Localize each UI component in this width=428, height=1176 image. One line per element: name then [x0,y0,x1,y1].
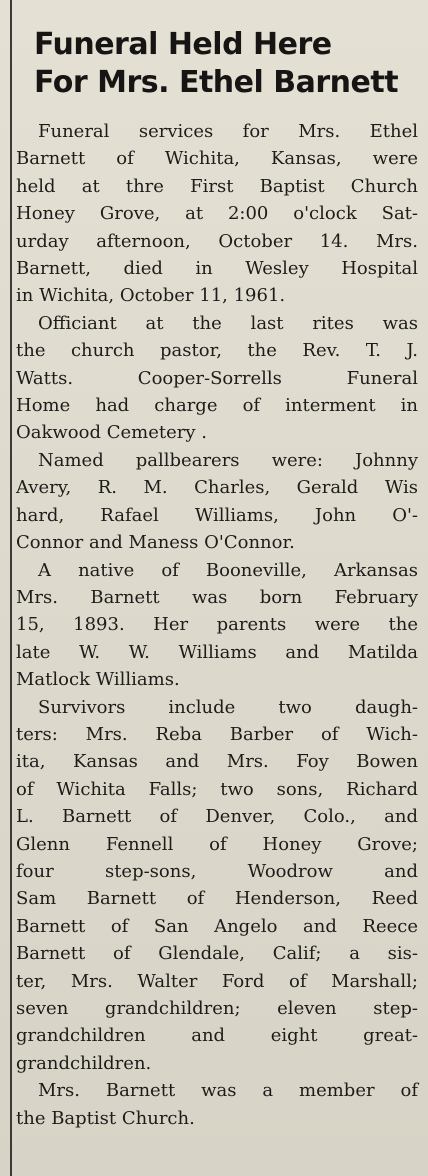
text-line: held at thre First Baptist Church [16,175,418,197]
text-line: ter, Mrs. Walter Ford of Marshall; [16,970,418,992]
text-line: grandchildren and eight great- [16,1025,418,1047]
text-line: A native of Booneville, Arkansas [38,559,418,581]
text-line: Avery, R. M. Charles, Gerald Wis [16,477,418,499]
paragraph [16,310,418,447]
text-line: Officiant at the last rites was [38,312,418,334]
text-line: L. Barnett of Denver, Colo., and [16,806,418,828]
text-line: Barnett of Glendale, Calif; a sis- [16,943,418,965]
paragraph [16,447,418,557]
text-line: Mrs. Barnett was a member of [38,1080,418,1102]
headline-line-1: Funeral Held Here [34,27,332,62]
text-line: seven grandchildren; eleven step- [16,998,418,1019]
text-line: Oakwood Cemetery . [16,422,207,444]
text-line: Glenn Fennell of Honey Grove; [16,833,418,855]
text-line: the church pastor, the Rev. T. J. [16,340,418,362]
text-line: Honey Grove, at 2:00 o'clock Sat- [16,203,418,225]
paragraph [16,557,418,694]
text-line: 15, 1893. Her parents were the [16,614,418,636]
paragraph [16,118,418,310]
text-line: Mrs. Barnett was born February [16,586,418,608]
text-line: four step-sons, Woodrow and [16,860,418,882]
text-line: late W. W. Williams and Matilda [16,641,418,663]
paragraph [16,1077,418,1132]
paragraph [16,694,418,1078]
text-line: the Baptist Church. [16,1107,195,1129]
column-rule [10,0,12,1176]
text-line: ters: Mrs. Reba Barber of Wich- [16,723,418,745]
headline-line-2: For Mrs. Ethel Barnett [34,65,399,100]
text-line: Matlock Williams. [16,669,180,691]
text-line: Watts. Cooper-Sorrells Funeral [16,367,418,389]
text-line: Connor and Maness O'Connor. [16,532,295,554]
text-line: Barnett of Wichita, Kansas, were [16,148,418,170]
text-line: Named pallbearers were: Johnny [38,449,418,471]
text-line: ita, Kansas and Mrs. Foy Bowen [16,751,418,773]
text-line: Survivors include two daugh- [38,696,418,718]
headline [34,26,424,102]
text-line: Home had charge of interment in [16,395,418,417]
text-line: in Wichita, October 11, 1961. [16,285,286,307]
text-line: urday afternoon, October 14. Mrs. [16,230,418,252]
text-line: of Wichita Falls; two sons, Richard [16,778,418,800]
text-line: Funeral services for Mrs. Ethel [38,121,418,142]
article-body [16,118,418,1132]
text-line: Barnett, died in Wesley Hospital [16,258,418,280]
text-line: hard, Rafael Williams, John O'- [16,504,418,526]
text-line: Sam Barnett of Henderson, Reed [16,888,418,910]
text-line: grandchildren. [16,1052,152,1074]
text-line: Barnett of San Angelo and Reece [16,915,418,937]
